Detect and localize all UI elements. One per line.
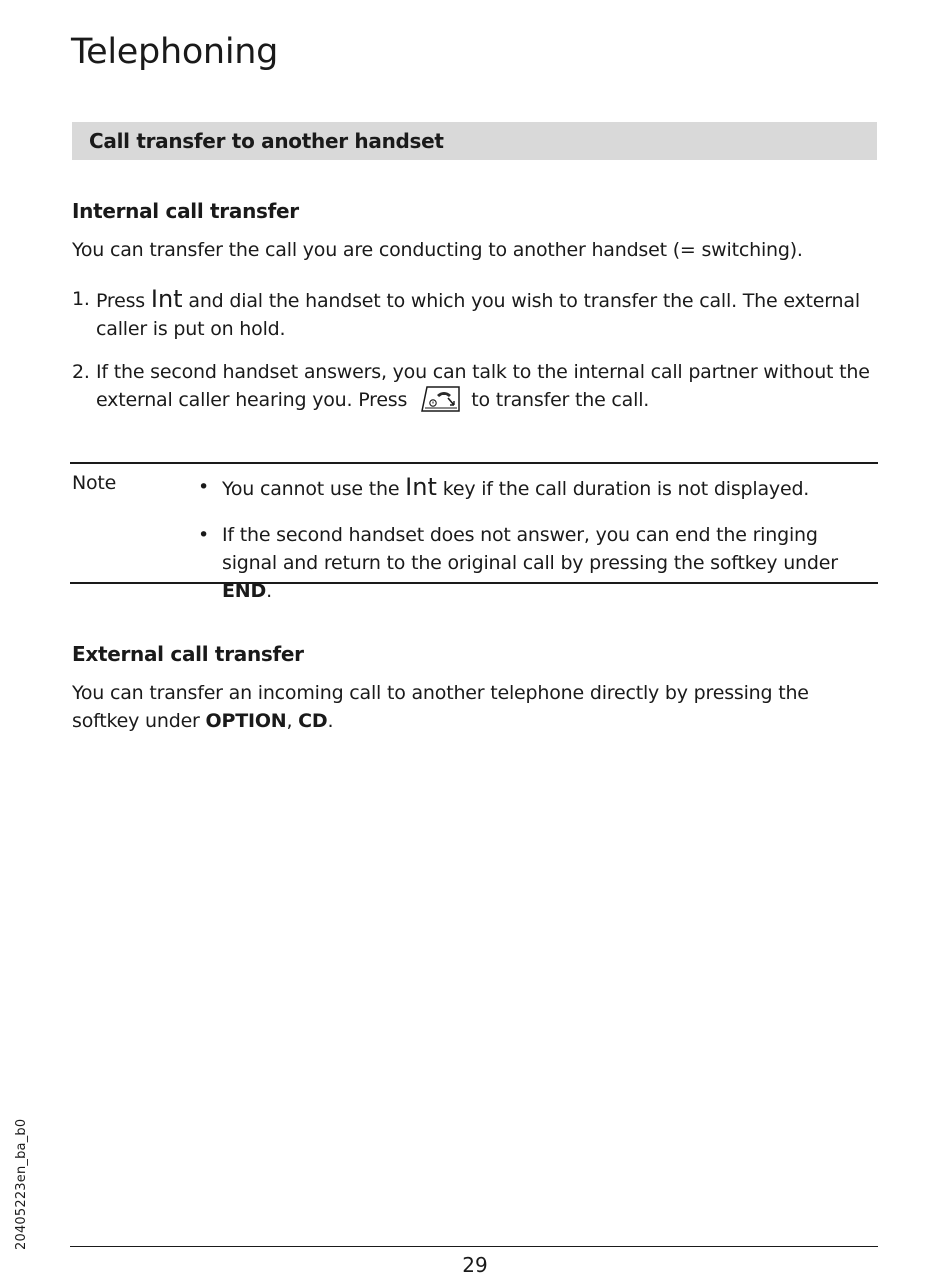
softkey-end-label: END [222, 580, 267, 602]
note-item-2-text: If the second handset does not answer, you can end the ringing signal and return to the original call by pressing the softkey under END. [222, 524, 838, 602]
internal-transfer-intro: You can transfer the call you are conducting to another handset (= switching). [72, 239, 803, 261]
step-2-number: 2. [72, 361, 90, 383]
bullet: • [198, 476, 210, 498]
external-transfer-heading: External call transfer [72, 642, 304, 666]
page-title: Telephoning [71, 32, 279, 72]
int-key-label: Int [405, 473, 437, 501]
note-label: Note [72, 472, 117, 494]
document-code: 20405223en_ba_b0 [14, 1118, 29, 1250]
step-2 [72, 358, 882, 414]
step-1 [72, 285, 882, 343]
step-1-number: 1. [72, 288, 90, 310]
hang-up-key-icon [421, 386, 461, 412]
page-number: 29 [462, 1253, 488, 1277]
note-top-rule [70, 462, 878, 464]
bullet: • [198, 524, 210, 546]
int-key-label: Int [150, 285, 183, 313]
note-item-1 [198, 473, 878, 503]
note-bottom-rule [70, 582, 878, 584]
softkey-option-label: OPTION [205, 710, 287, 732]
internal-transfer-heading: Internal call transfer [72, 199, 299, 223]
softkey-cd-label: CD [298, 710, 328, 732]
external-transfer-text: You can transfer an incoming call to another telephone directly by pressing the softkey under OPTION, CD. [72, 682, 809, 732]
note-item-1-text: You cannot use the Int key if the call duration is not displayed. [222, 473, 810, 501]
section-band [72, 122, 877, 160]
section-title: Call transfer to another handset [89, 129, 444, 153]
step-1-text: Press Int and dial the handset to which you wish to transfer the call. The external caller is put on hold. [96, 285, 860, 340]
footer-rule [70, 1246, 878, 1247]
step-2-text: If the second handset answers, you can talk to the internal call partner without the external caller hearing you. Press to transfer the call. [96, 361, 870, 411]
note-item-2 [198, 521, 878, 605]
